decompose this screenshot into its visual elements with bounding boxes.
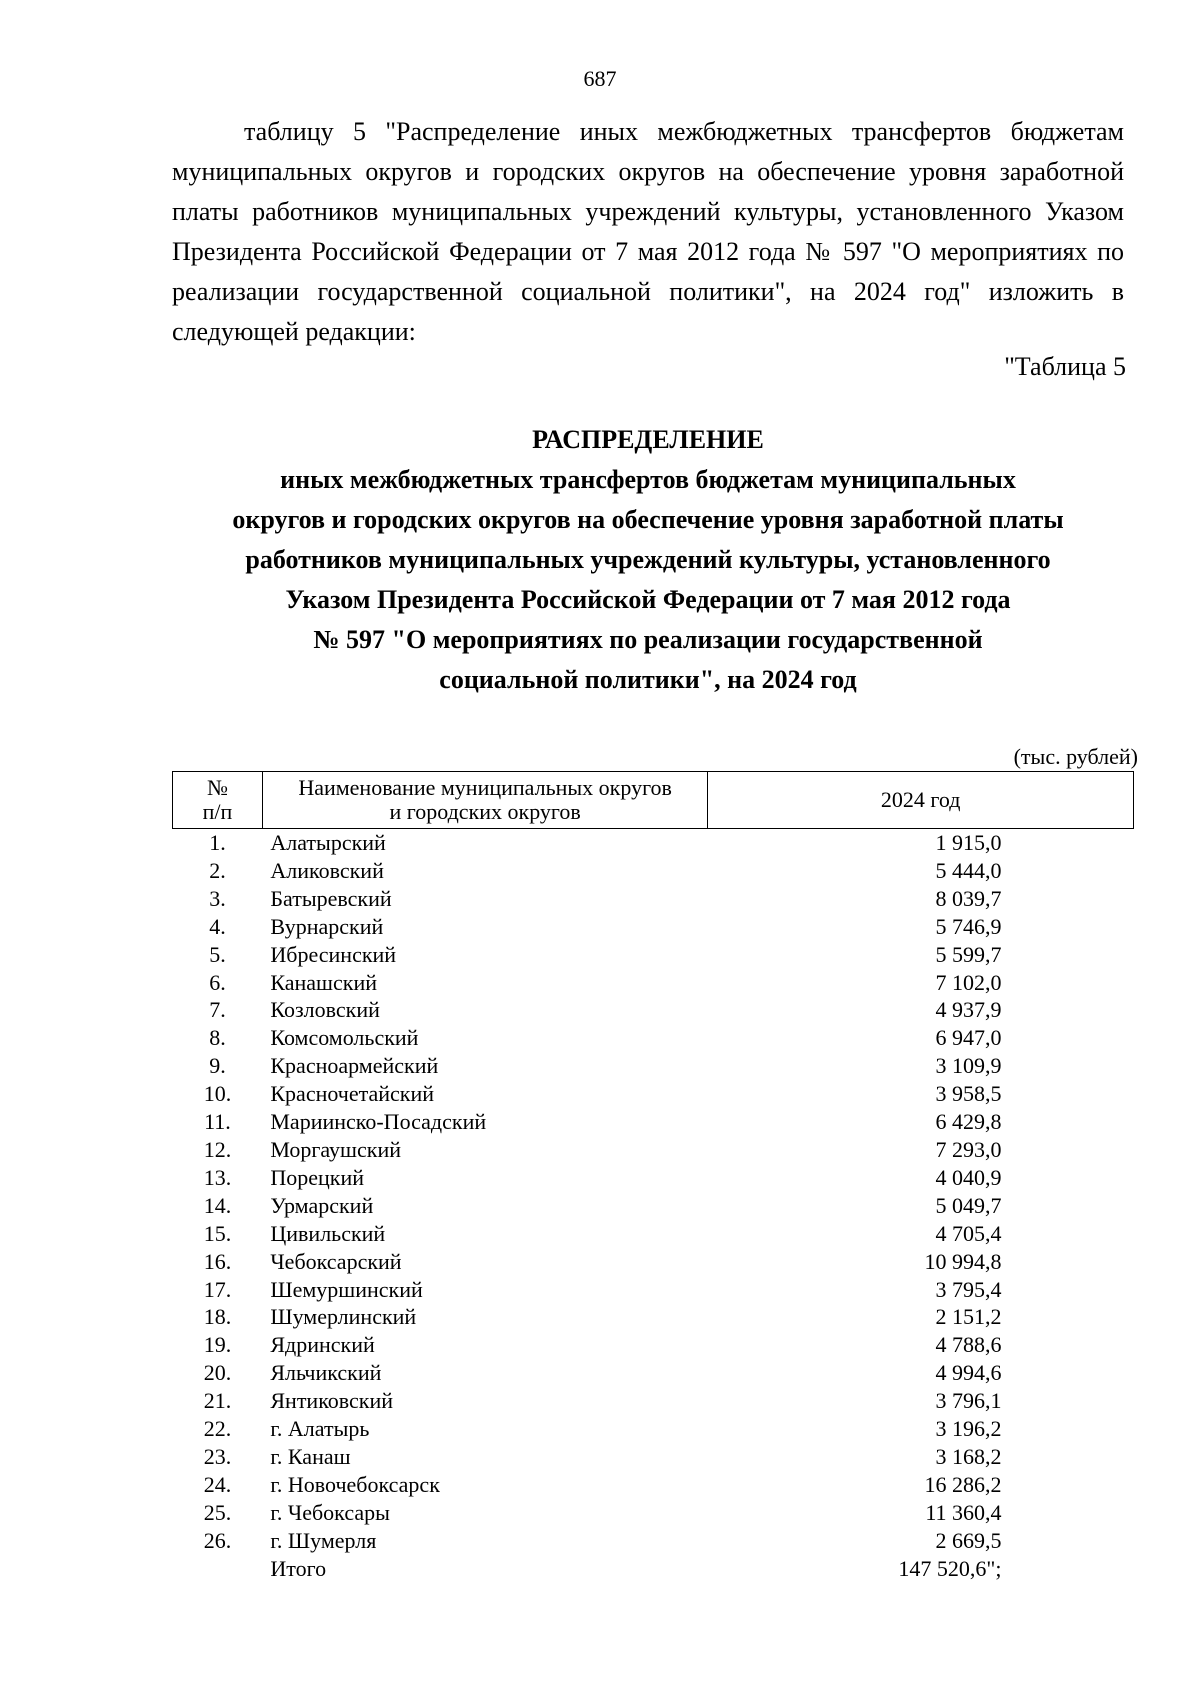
total-label: Итого xyxy=(270,1555,327,1581)
row-number: 24. xyxy=(203,1471,232,1497)
row-number: 11. xyxy=(204,1109,231,1135)
table-row xyxy=(173,829,1134,857)
row-number: 9. xyxy=(209,1053,226,1079)
row-number: 26. xyxy=(203,1527,232,1553)
row-value: 5 049,7 xyxy=(935,1192,1002,1218)
row-number: 13. xyxy=(203,1164,232,1190)
table-row xyxy=(173,1164,1134,1192)
row-name: Канашский xyxy=(270,969,378,995)
table-row xyxy=(173,996,1134,1024)
table-label: "Таблица 5 xyxy=(1004,352,1126,381)
row-value: 2 669,5 xyxy=(935,1527,1002,1553)
row-number: 6. xyxy=(209,969,226,995)
table-row xyxy=(173,1499,1134,1527)
row-number: 22. xyxy=(203,1416,232,1442)
row-value: 5 746,9 xyxy=(935,913,1002,939)
table-header-row xyxy=(173,772,1134,829)
table-row xyxy=(173,1387,1134,1415)
row-name: Порецкий xyxy=(270,1164,365,1190)
table-title xyxy=(160,420,1136,700)
row-number: 7. xyxy=(209,997,226,1023)
distribution-table xyxy=(172,771,1134,1582)
row-name: Алатырский xyxy=(270,830,386,855)
row-value: 2 151,2 xyxy=(935,1304,1002,1330)
row-number: 3. xyxy=(209,885,226,911)
row-value: 4 705,4 xyxy=(935,1220,1002,1246)
total-row xyxy=(173,1555,1134,1583)
row-value: 6 429,8 xyxy=(935,1109,1002,1135)
row-name: г. Новочебоксарск xyxy=(270,1471,440,1497)
row-number: 15. xyxy=(203,1220,232,1246)
row-value: 6 947,0 xyxy=(935,1025,1002,1051)
title-line: РАСПРЕДЕЛЕНИЕ xyxy=(532,425,764,454)
table-row xyxy=(173,969,1134,997)
row-value: 4 040,9 xyxy=(935,1164,1002,1190)
intro-paragraph: таблицу 5 "Распределение иных межбюджетных трансфертов бюджетам муниципальных округов и городских округов на обеспечение уровня заработной платы работников муниципальных учреждений культуры, установленного Указом Президента Российской Федерации от 7 мая 2012 года № 597 "О мероприятиях по реализации государственной социальной политики", на 2024 год" изложить в следующей редакции: xyxy=(172,117,1124,346)
row-value: 5 599,7 xyxy=(935,941,1002,967)
table-row xyxy=(173,1331,1134,1359)
title-line: иных межбюджетных трансфертов бюджетам муниципальных xyxy=(280,465,1016,494)
row-name: г. Алатырь xyxy=(270,1416,370,1442)
page-number: 687 xyxy=(583,66,617,91)
row-number: 1. xyxy=(209,830,226,855)
row-number: 25. xyxy=(203,1499,232,1525)
title-line: округов и городских округов на обеспечение уровня заработной платы xyxy=(232,505,1064,534)
row-number: 12. xyxy=(203,1136,232,1162)
table-row xyxy=(173,1276,1134,1304)
row-value: 7 293,0 xyxy=(935,1136,1002,1162)
table-row xyxy=(173,885,1134,913)
table-row xyxy=(173,1192,1134,1220)
row-value: 3 796,1 xyxy=(935,1388,1002,1414)
row-value: 10 994,8 xyxy=(924,1248,1002,1274)
row-value: 3 109,9 xyxy=(935,1053,1002,1079)
row-number: 10. xyxy=(203,1081,232,1107)
row-name: Аликовский xyxy=(270,857,384,883)
row-number: 16. xyxy=(203,1248,232,1274)
row-name: г. Шумерля xyxy=(270,1527,377,1553)
table-row xyxy=(173,1024,1134,1052)
table-row xyxy=(173,1080,1134,1108)
row-value: 11 360,4 xyxy=(925,1499,1002,1525)
table-row xyxy=(173,1359,1134,1387)
row-name: Яльчикский xyxy=(270,1360,382,1386)
table-row xyxy=(173,1136,1134,1164)
table-row xyxy=(173,1220,1134,1248)
units-label: (тыс. рублей) xyxy=(1013,744,1138,769)
table-body xyxy=(173,829,1134,1583)
row-name: Вурнарский xyxy=(270,913,384,939)
row-value: 5 444,0 xyxy=(935,857,1002,883)
row-number: 18. xyxy=(203,1304,232,1330)
header-year: 2024 год xyxy=(708,772,1134,829)
row-number: 23. xyxy=(203,1443,232,1469)
row-number: 5. xyxy=(209,941,226,967)
title-line: работников муниципальных учреждений культуры, установленного xyxy=(245,545,1051,574)
row-name: Ибресинский xyxy=(270,941,397,967)
row-name: г. Чебоксары xyxy=(270,1499,390,1525)
row-value: 3 168,2 xyxy=(935,1443,1002,1469)
table-row xyxy=(173,941,1134,969)
row-name: Урмарский xyxy=(270,1192,374,1218)
row-name: Красноармейский xyxy=(270,1053,439,1079)
row-name: Комсомольский xyxy=(270,1025,419,1051)
table-row xyxy=(173,1248,1134,1276)
row-number: 2. xyxy=(209,857,226,883)
row-value: 16 286,2 xyxy=(924,1471,1002,1497)
row-value: 7 102,0 xyxy=(935,969,1002,995)
header-number: № п/п xyxy=(173,772,263,829)
row-value: 3 196,2 xyxy=(935,1416,1002,1442)
row-value: 4 788,6 xyxy=(935,1332,1002,1358)
row-name: Батыревский xyxy=(270,885,392,911)
row-name: Шемуршинский xyxy=(270,1276,423,1302)
row-name: Мариинско-Посадский xyxy=(270,1109,487,1135)
row-name: Моргаушский xyxy=(270,1136,401,1162)
row-value: 3 958,5 xyxy=(935,1081,1002,1107)
row-number: 19. xyxy=(203,1332,232,1358)
row-value: 4 994,6 xyxy=(935,1360,1002,1386)
table-row xyxy=(173,857,1134,885)
table-row xyxy=(173,1052,1134,1080)
row-name: г. Канаш xyxy=(270,1443,351,1469)
row-number: 21. xyxy=(203,1388,232,1414)
table-row xyxy=(173,1443,1134,1471)
table-row xyxy=(173,1108,1134,1136)
table-row xyxy=(173,1471,1134,1499)
row-name: Цивильский xyxy=(270,1220,386,1246)
row-name: Козловский xyxy=(270,997,380,1023)
row-name: Шумерлинский xyxy=(270,1304,417,1330)
row-number: 8. xyxy=(209,1025,226,1051)
row-name: Красночетайский xyxy=(270,1081,435,1107)
table-row xyxy=(173,1415,1134,1443)
row-number: 4. xyxy=(209,913,226,939)
row-value: 8 039,7 xyxy=(935,885,1002,911)
title-line: № 597 "О мероприятиях по реализации государственной xyxy=(313,625,983,654)
header-name: Наименование муниципальных округов и городских округов xyxy=(262,772,708,829)
table-row xyxy=(173,1527,1134,1555)
total-number xyxy=(173,1555,263,1583)
row-number: 14. xyxy=(203,1192,232,1218)
row-name: Янтиковский xyxy=(270,1388,394,1414)
row-value: 4 937,9 xyxy=(935,997,1002,1023)
table-row xyxy=(173,913,1134,941)
total-value: 147 520,6"; xyxy=(898,1555,1002,1581)
row-name: Чебоксарский xyxy=(270,1248,402,1274)
row-number: 20. xyxy=(203,1360,232,1386)
row-value: 3 795,4 xyxy=(935,1276,1002,1302)
title-line: Указом Президента Российской Федерации от 7 мая 2012 года xyxy=(285,585,1011,614)
table-row xyxy=(173,1303,1134,1331)
title-line: социальной политики", на 2024 год xyxy=(439,665,857,694)
row-value: 1 915,0 xyxy=(935,830,1002,855)
row-name: Ядринский xyxy=(270,1332,375,1358)
row-number: 17. xyxy=(203,1276,232,1302)
